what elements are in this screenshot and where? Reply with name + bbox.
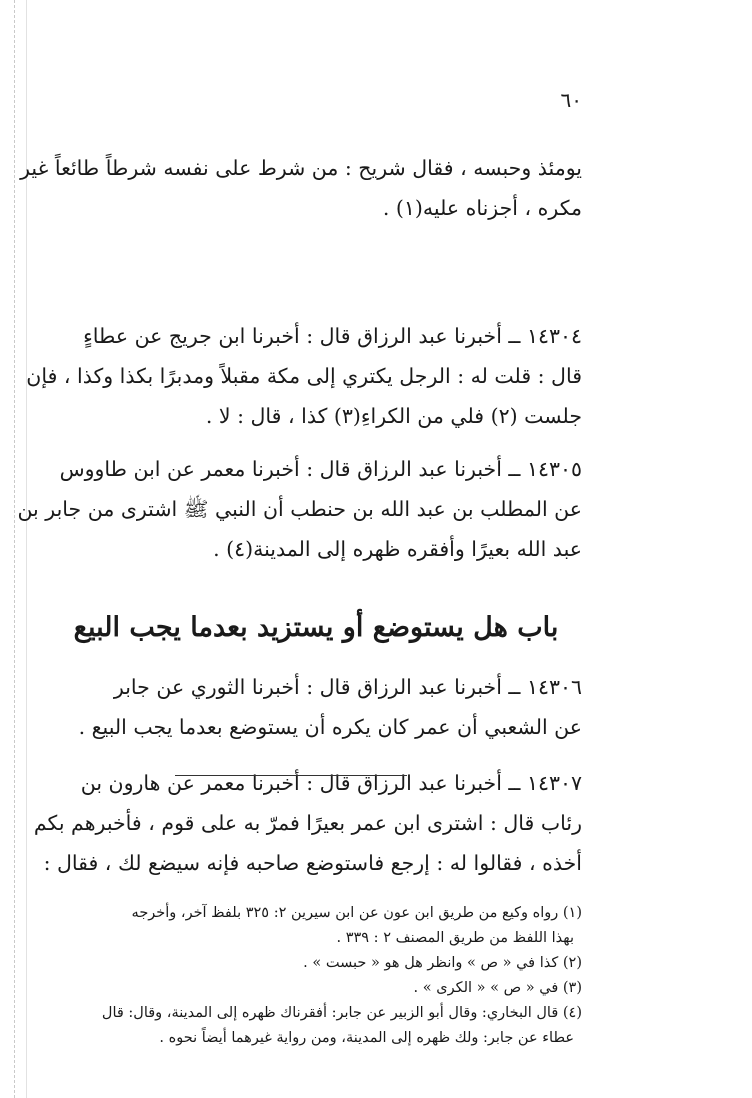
section-heading: باب هل يستوضع أو يستزيد بعدما يجب البيع	[73, 612, 559, 643]
text-line: ١٤٣٠٥ ــ أخبرنا عبد الرزاق قال : أخبرنا معمر عن ابن طاووس	[59, 457, 582, 481]
paragraph	[20, 148, 582, 228]
hadith-14305	[17, 449, 582, 569]
footnote-4: (٤) قال البخاري: وقال أبو الزبير عن جابر: أفقرناك ظهره إلى المدينة، وقال: قال	[101, 1005, 582, 1021]
footnote-1: (١) رواه وكيع من طريق ابن عون عن ابن سيرين ٢: ٣٢٥ بلفظ آخر، وأخرجه	[131, 905, 582, 921]
text-line: يومئذ وحبسه ، فقال شريح : من شرط على نفسه شرطاً طائعاً غير	[20, 156, 582, 180]
text-line: عن المطلب بن عبد الله بن حنطب أن النبي ﷺ اشترى من جابر بن	[17, 497, 582, 521]
footnote-separator	[175, 775, 407, 776]
text-line: أخذه ، فقالوا له : إرجع فاستوضع صاحبه فإنه سيضع لك ، فقال :	[43, 851, 582, 875]
text-line: عبد الله بعيرًا وأفقره ظهره إلى المدينة(٤) .	[213, 537, 582, 561]
text-line: رئاب قال : اشترى ابن عمر بعيرًا فمرّ به على قوم ، فأخبرهم بكم	[33, 811, 582, 835]
hadith-14306	[50, 667, 582, 747]
text-line: ١٤٣٠٤ ــ أخبرنا عبد الرزاق قال : أخبرنا ابن جريج عن عطاءٍ	[83, 324, 582, 348]
footnote-1-continued: بهذا اللفظ من طريق المصنف ٢ : ٣٣٩ .	[336, 930, 574, 946]
text-line: مكره ، أجزناه عليه(١) .	[382, 196, 582, 220]
text-line: عن الشعبي أن عمر كان يكره أن يستوضع بعدما يجب البيع .	[78, 715, 582, 739]
text-line: ١٤٣٠٦ ــ أخبرنا عبد الرزاق قال : أخبرنا الثوري عن جابر	[113, 675, 582, 699]
gutter-line	[14, 0, 15, 1098]
footnote-2: (٢) كذا في « ص » وانظر هل هو « حبست » .	[303, 955, 582, 971]
footnotes	[50, 901, 582, 1051]
text-line: ١٤٣٠٧ ــ أخبرنا عبد الرزاق قال : أخبرنا معمر عن هارون بن	[80, 771, 582, 795]
page-number: ٦٠	[560, 88, 582, 112]
hadith-14307	[33, 763, 582, 883]
footnote-4-continued: عطاء عن جابر: ولك ظهره إلى المدينة، ومن رواية غيرهما أيضاً نحوه .	[159, 1030, 574, 1046]
text-line: جلست (٢) فلي من الكراءِ(٣) كذا ، قال : لا .	[205, 404, 582, 428]
text-line: قال : قلت له : الرجل يكتري إلى مكة مقبلاً ومدبرًا بكذا وكذا ، فإن	[26, 364, 582, 388]
footnote-3: (٣) في « ص » « الكرى » .	[413, 980, 582, 996]
hadith-14304	[26, 316, 582, 436]
